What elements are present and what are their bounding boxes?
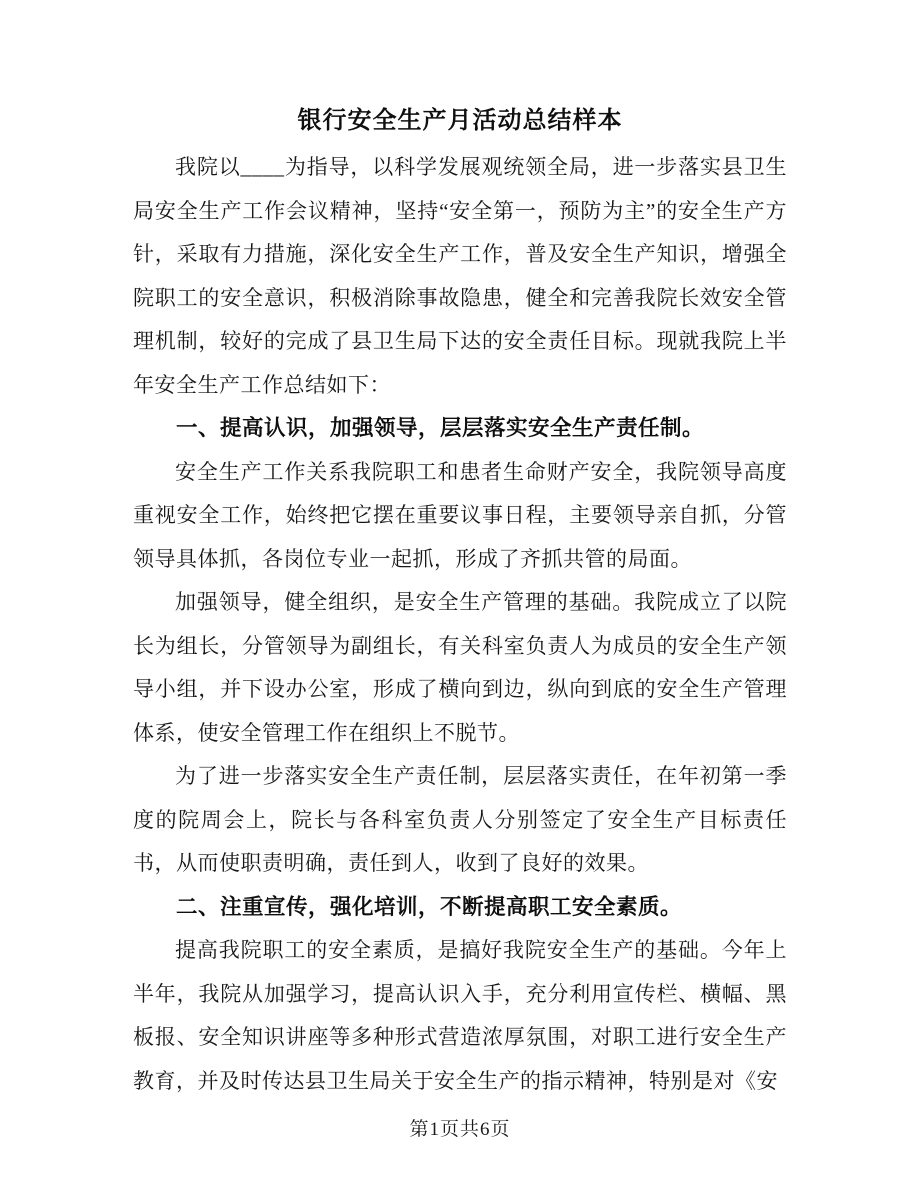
- document-content: [133, 96, 787, 1103]
- page-number-footer: 第1页共6页: [409, 1119, 511, 1140]
- document-title: 银行安全生产月活动总结样本: [297, 107, 623, 134]
- paragraph-intro: 我院以____为指导，以科学发展观统领全局，进一步落实县卫生局安全生产工作会议精神，坚持“安全第一，预防为主”的安全生产方针，采取有力措施，深化安全生产工作，普及安全生产知识，增强全院职工的安全意识，积极消除事故隐患，健全和完善我院长效安全管理机制，较好的完成了县卫生局下达的安全责任目标。现就我院上半年安全生产工作总结如下：: [133, 155, 787, 397]
- section-heading-2: 二、注重宣传，强化培训，不断提高职工安全素质。: [176, 894, 683, 919]
- paragraph-section1-a: 安全生产工作关系我院职工和患者生命财产安全，我院领导高度重视安全工作，始终把它摆在重要议事日程，主要领导亲自抓，分管领导具体抓，各岗位专业一起抓，形成了齐抓共管的局面。: [133, 459, 787, 571]
- paragraph-section1-b: 加强领导，健全组织，是安全生产管理的基础。我院成立了以院长为组长，分管领导为副组长，有关科室负责人为成员的安全生产领导小组，并下设办公室，形成了横向到边，纵向到底的安全生产管理体系，使安全管理工作在组织上不脱节。: [133, 590, 787, 745]
- paragraph-section2-a: 提高我院职工的安全素质，是搞好我院安全生产的基础。今年上半年，我院从加强学习，提高认识入手，充分利用宣传栏、横幅、黑板报、安全知识讲座等多种形式营造浓厚氛围，对职工进行安全生产教育，并及时传达县卫生局关于安全生产的指示精神，特别是对《安: [133, 938, 787, 1093]
- paragraph-section1-c: 为了进一步落实安全生产责任制，层层落实责任，在年初第一季度的院周会上，院长与各科室负责人分别签定了安全生产目标责任书，从而使职责明确，责任到人，收到了良好的效果。: [133, 764, 787, 875]
- section-heading-1: 一、提高认识，加强领导，层层落实安全生产责任制。: [176, 416, 705, 440]
